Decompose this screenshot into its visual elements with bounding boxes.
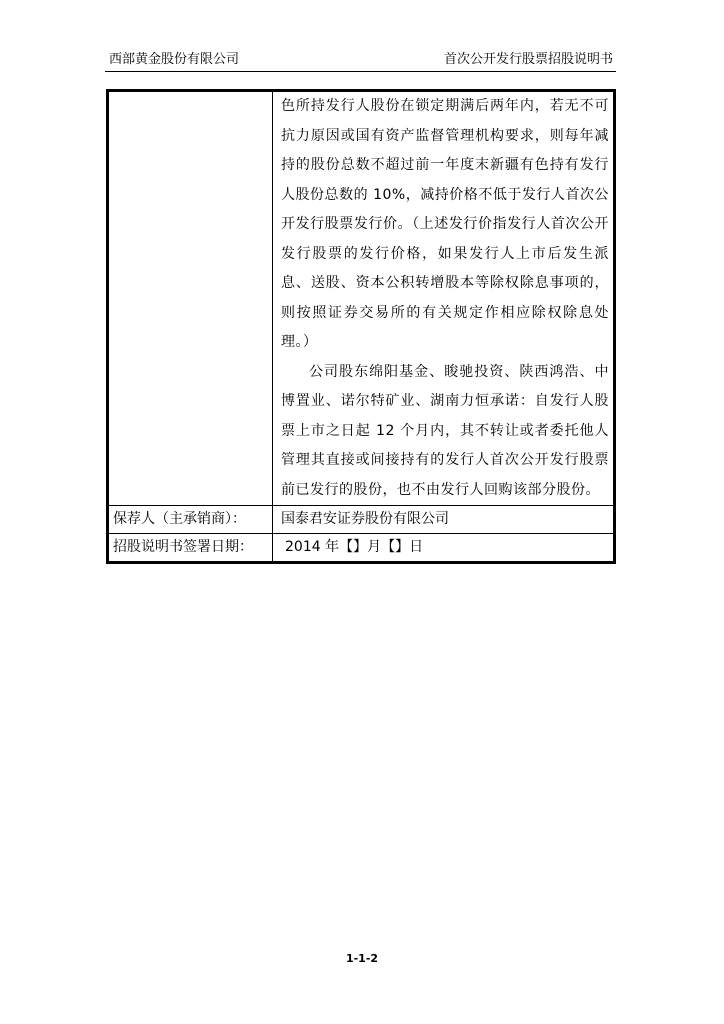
sponsor-label: 保荐人（主承销商）： [109,506,273,534]
commitment-second-paragraph: 公司股东绵阳基金、睃驰投资、陕西鸿浩、中博置业、诺尔特矿业、湖南力恒承诺：自发行人股票上市之日起 12 个月内，其不转让或者委托他人管理其直接或间接持有的发行人首次公开发行股票前已发行的股份，也不由发行人回购该部分股份。 [281,363,609,498]
empty-label-cell [109,92,273,506]
table-row [109,92,614,506]
signing-date-label: 招股说明书签署日期： [109,534,273,562]
sponsor-value: 国泰君安证券股份有限公司 [273,506,614,534]
document-title: 首次公开发行股票招股说明书 [443,52,613,67]
commitment-continued-paragraph: 色所持发行人股份在锁定期满后两年内，若无不可抗力原因或国有资产监督管理机构要求，则每年减持的股份总数不超过前一年度末新疆有色持有发行人股份总数的 10%，减持价格不低于发行人首次公开发行股票发行价。（上述发行价指发行人首次公开发行股票的发行价格，如果发行人上市后发生派息、送股、资本公积转增股本等除权除息事项的，则按照证券交易所的有关规定作相应除权除息处理。） [281,98,609,350]
header-divider [105,71,616,72]
page-number: 1-1-2 [345,952,379,965]
company-name: 西部黄金股份有限公司 [109,52,240,67]
signing-date-value: 2014 年【】月【】日 [273,534,614,562]
info-table [106,89,616,564]
commitment-cell [273,92,614,506]
page-header [105,49,615,71]
table-row [109,534,614,562]
table-row [109,506,614,534]
